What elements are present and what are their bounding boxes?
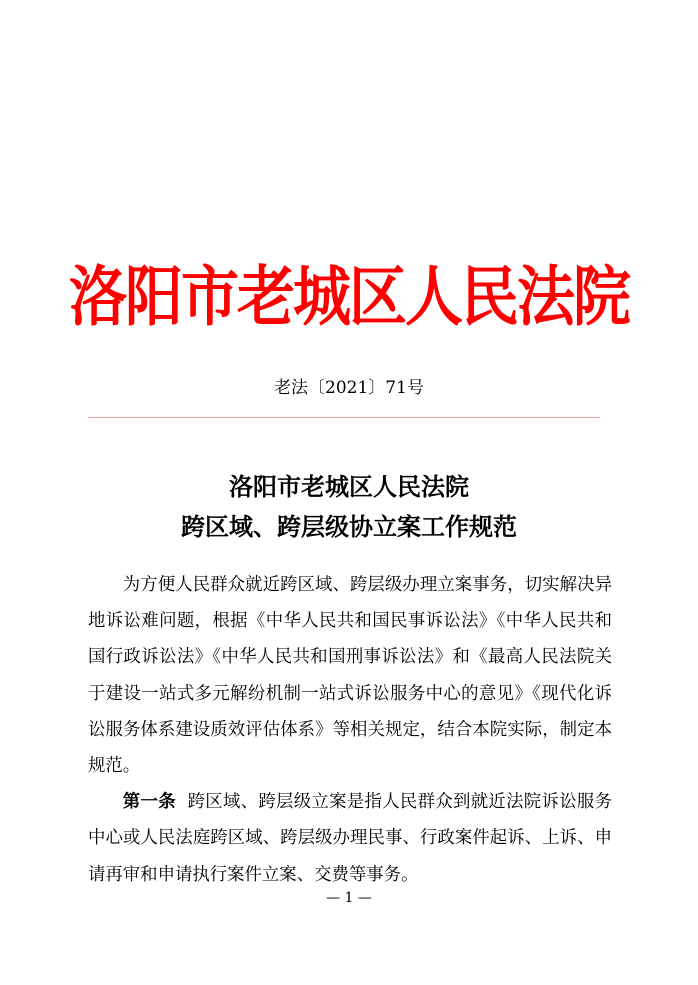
court-name-header: 洛阳市老城区人民法院 [68,258,629,335]
article-text: 跨区域、跨层级立案是指人民群众到就近法院诉讼服务中心或人民法庭跨区域、跨层级办理民事、行政案件起诉、上诉、申请再审和申请执行案件立案、交费等事务。 [88,792,612,885]
preamble-paragraph [88,567,612,784]
preamble-text: 为方便人民群众就近跨区域、跨层级办理立案事务，切实解决异地诉讼难问题，根据《中华人民共和国民事诉讼法》《中华人民共和国行政诉讼法》《中华人民共和国刑事诉讼法》和《最高人民法院关于建设一站式多元解纷机制一站式诉讼服务中心的意见》《现代化诉讼服务体系建设质效评估体系》等相关规定，结合本院实际，制定本规范。 [88,575,612,777]
article-paragraph [88,784,612,893]
article-label: 第一条 [122,792,176,813]
header-divider-line [88,417,600,418]
page-number: — 1 — [326,890,372,906]
document-number: 老法〔2021〕71号 [274,378,424,398]
document-body [88,567,612,893]
document-title-line-1: 洛阳市老城区人民法院 [229,472,469,501]
document-title-line-2: 跨区域、跨层级协立案工作规范 [181,512,517,541]
